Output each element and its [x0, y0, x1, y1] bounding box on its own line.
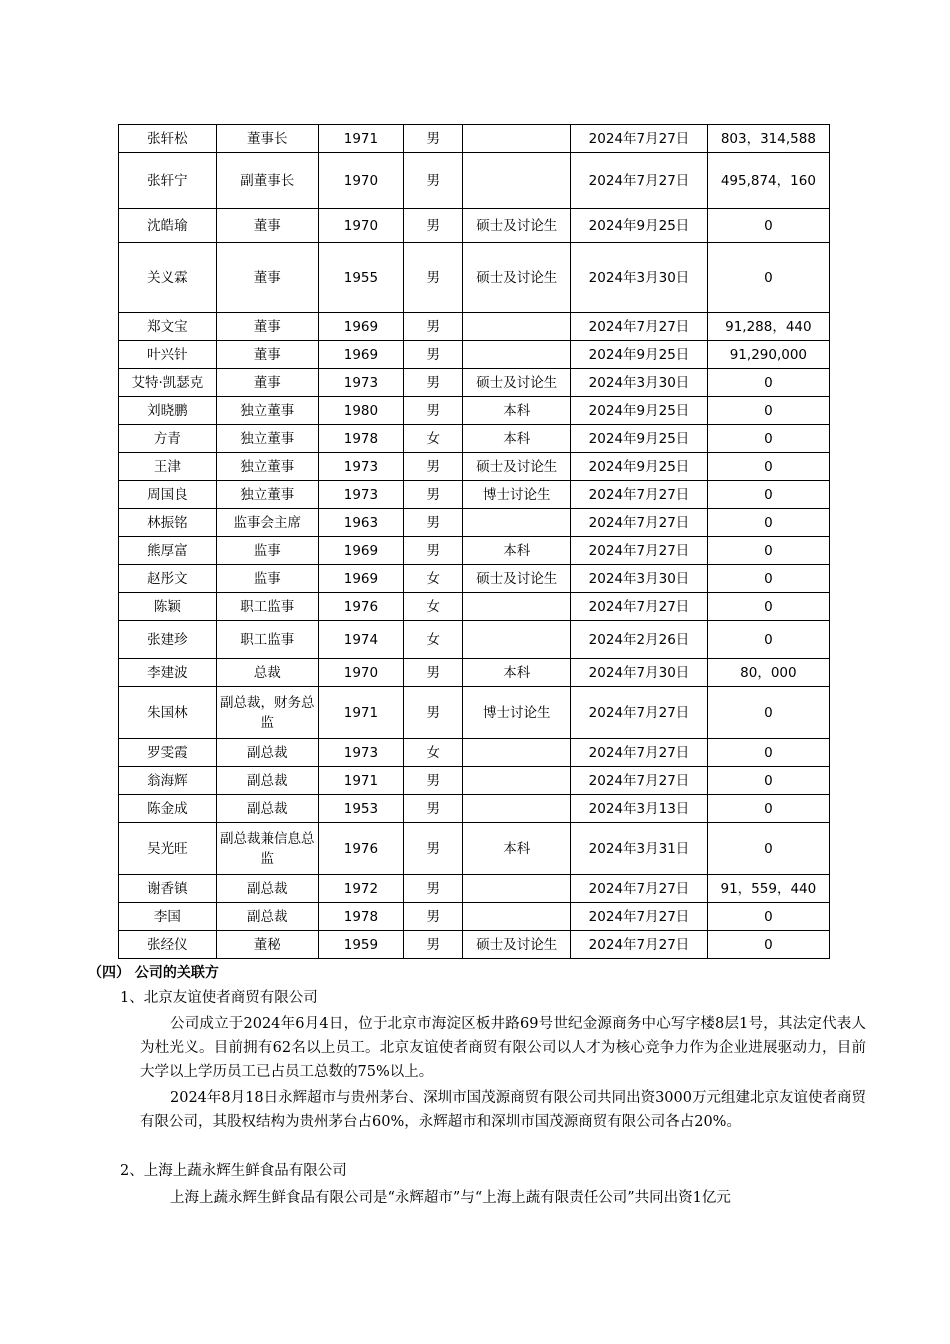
table-row [119, 739, 830, 767]
cell-date: 2024年7月27日 [571, 313, 707, 341]
cell-shares: 0 [707, 739, 829, 767]
cell-year: 1969 [318, 565, 404, 593]
cell-shares: 0 [707, 795, 829, 823]
cell-name: 方青 [119, 425, 217, 453]
cell-year: 1978 [318, 903, 404, 931]
cell-name: 张轩松 [119, 125, 217, 153]
cell-date: 2024年7月27日 [571, 153, 707, 209]
cell-year: 1963 [318, 509, 404, 537]
cell-shares: 0 [707, 369, 829, 397]
cell-edu [463, 313, 571, 341]
table-row [119, 903, 830, 931]
cell-name: 沈皓瑜 [119, 209, 217, 243]
cell-sex: 女 [404, 593, 463, 621]
table-row [119, 509, 830, 537]
cell-year: 1959 [318, 931, 404, 959]
cell-date: 2024年7月27日 [571, 593, 707, 621]
cell-name: 张轩宁 [119, 153, 217, 209]
cell-title: 独立董事 [216, 397, 318, 425]
cell-year: 1973 [318, 739, 404, 767]
cell-title: 副总裁 [216, 795, 318, 823]
cell-date: 2024年7月27日 [571, 931, 707, 959]
staff-table [118, 124, 830, 959]
table-row [119, 369, 830, 397]
cell-date: 2024年7月30日 [571, 659, 707, 687]
cell-year: 1971 [318, 687, 404, 739]
table-row [119, 875, 830, 903]
cell-sex: 男 [404, 823, 463, 875]
table-row [119, 795, 830, 823]
cell-edu: 硕士及讨论生 [463, 243, 571, 313]
cell-date: 2024年9月25日 [571, 209, 707, 243]
cell-year: 1955 [318, 243, 404, 313]
cell-name: 陈金成 [119, 795, 217, 823]
cell-shares: 0 [707, 687, 829, 739]
cell-name: 吴光旺 [119, 823, 217, 875]
cell-name: 张经仪 [119, 931, 217, 959]
staff-table-body [119, 125, 830, 959]
cell-year: 1980 [318, 397, 404, 425]
cell-edu [463, 153, 571, 209]
cell-edu [463, 621, 571, 659]
cell-date: 2024年7月27日 [571, 903, 707, 931]
cell-name: 王津 [119, 453, 217, 481]
cell-shares: 0 [707, 767, 829, 795]
cell-edu: 本科 [463, 659, 571, 687]
cell-year: 1953 [318, 795, 404, 823]
cell-title: 董秘 [216, 931, 318, 959]
cell-sex: 男 [404, 313, 463, 341]
cell-title: 独立董事 [216, 453, 318, 481]
cell-shares: 0 [707, 509, 829, 537]
table-row [119, 593, 830, 621]
cell-year: 1976 [318, 823, 404, 875]
cell-date: 2024年7月27日 [571, 481, 707, 509]
cell-shares: 0 [707, 537, 829, 565]
cell-edu [463, 509, 571, 537]
table-row [119, 341, 830, 369]
cell-sex: 女 [404, 565, 463, 593]
cell-edu: 博士讨论生 [463, 687, 571, 739]
cell-date: 2024年7月27日 [571, 739, 707, 767]
cell-name: 李国 [119, 903, 217, 931]
cell-date: 2024年7月27日 [571, 125, 707, 153]
section-heading: （四） 公司的关联方 [88, 965, 219, 981]
cell-sex: 男 [404, 209, 463, 243]
cell-title: 董事 [216, 313, 318, 341]
cell-sex: 男 [404, 153, 463, 209]
cell-year: 1970 [318, 209, 404, 243]
table-row [119, 313, 830, 341]
cell-shares: 0 [707, 425, 829, 453]
cell-year: 1970 [318, 153, 404, 209]
cell-sex: 男 [404, 875, 463, 903]
cell-date: 2024年3月30日 [571, 243, 707, 313]
cell-shares: 0 [707, 621, 829, 659]
cell-sex: 女 [404, 425, 463, 453]
cell-edu: 硕士及讨论生 [463, 931, 571, 959]
related-party-2-title: 2、上海上蔬永辉生鲜食品有限公司 [120, 1163, 347, 1179]
cell-date: 2024年7月27日 [571, 537, 707, 565]
cell-title: 职工监事 [216, 593, 318, 621]
cell-edu: 硕士及讨论生 [463, 565, 571, 593]
cell-title: 独立董事 [216, 481, 318, 509]
cell-year: 1974 [318, 621, 404, 659]
table-row [119, 209, 830, 243]
cell-date: 2024年9月25日 [571, 453, 707, 481]
cell-year: 1972 [318, 875, 404, 903]
cell-shares: 0 [707, 823, 829, 875]
cell-name: 关义霖 [119, 243, 217, 313]
cell-year: 1973 [318, 453, 404, 481]
related-party-1-paragraph-1: 公司成立于2024年6月4日，位于北京市海淀区板井路69号世纪金源商务中心写字楼8层1号，其法定代表人为杜光义。目前拥有62名以上员工。北京友谊使者商贸有限公司以人才为核心竞争力作为企业进展驱动力，目前大学以上学历员工已占员工总数的75%以上。 [140, 1016, 866, 1080]
cell-edu [463, 767, 571, 795]
table-row [119, 153, 830, 209]
cell-sex: 男 [404, 453, 463, 481]
table-row [119, 659, 830, 687]
table-row [119, 621, 830, 659]
cell-edu: 博士讨论生 [463, 481, 571, 509]
cell-title: 董事 [216, 341, 318, 369]
cell-title: 副总裁兼信息总监 [216, 823, 318, 875]
cell-title: 副总裁 [216, 767, 318, 795]
table-row [119, 243, 830, 313]
cell-edu: 硕士及讨论生 [463, 369, 571, 397]
related-party-2-paragraph-1: 上海上蔬永辉生鲜食品有限公司是“永辉超市”与“上海上蔬有限责任公司”共同出资1亿元 [170, 1190, 731, 1206]
cell-date: 2024年9月25日 [571, 397, 707, 425]
cell-title: 副总裁 [216, 903, 318, 931]
cell-shares: 0 [707, 243, 829, 313]
cell-shares: 91，559，440 [707, 875, 829, 903]
cell-shares: 495,874，160 [707, 153, 829, 209]
cell-title: 副董事长 [216, 153, 318, 209]
cell-title: 总裁 [216, 659, 318, 687]
cell-date: 2024年7月27日 [571, 687, 707, 739]
cell-name: 林振铭 [119, 509, 217, 537]
cell-sex: 男 [404, 537, 463, 565]
cell-shares: 0 [707, 209, 829, 243]
cell-sex: 男 [404, 125, 463, 153]
cell-shares: 0 [707, 453, 829, 481]
table-row [119, 397, 830, 425]
cell-title: 董事长 [216, 125, 318, 153]
cell-title: 监事会主席 [216, 509, 318, 537]
cell-date: 2024年9月25日 [571, 425, 707, 453]
cell-date: 2024年7月27日 [571, 767, 707, 795]
cell-name: 熊厚富 [119, 537, 217, 565]
cell-title: 董事 [216, 209, 318, 243]
cell-shares: 0 [707, 593, 829, 621]
cell-sex: 男 [404, 243, 463, 313]
cell-title: 董事 [216, 369, 318, 397]
cell-title: 副总裁 [216, 739, 318, 767]
cell-shares: 0 [707, 481, 829, 509]
cell-edu: 本科 [463, 823, 571, 875]
cell-date: 2024年7月27日 [571, 509, 707, 537]
cell-name: 周国良 [119, 481, 217, 509]
cell-title: 董事 [216, 243, 318, 313]
cell-year: 1971 [318, 125, 404, 153]
cell-edu: 硕士及讨论生 [463, 209, 571, 243]
cell-name: 谢香镇 [119, 875, 217, 903]
cell-edu [463, 795, 571, 823]
cell-name: 艾特·凯瑟克 [119, 369, 217, 397]
cell-edu: 本科 [463, 425, 571, 453]
cell-year: 1976 [318, 593, 404, 621]
cell-shares: 91,290,000 [707, 341, 829, 369]
cell-name: 赵彤文 [119, 565, 217, 593]
cell-sex: 男 [404, 903, 463, 931]
cell-year: 1969 [318, 537, 404, 565]
cell-sex: 男 [404, 659, 463, 687]
table-row [119, 767, 830, 795]
table-row [119, 931, 830, 959]
cell-sex: 男 [404, 481, 463, 509]
cell-name: 翁海辉 [119, 767, 217, 795]
cell-year: 1973 [318, 369, 404, 397]
cell-year: 1971 [318, 767, 404, 795]
cell-edu: 本科 [463, 537, 571, 565]
cell-edu: 本科 [463, 397, 571, 425]
cell-date: 2024年2月26日 [571, 621, 707, 659]
cell-shares: 0 [707, 931, 829, 959]
cell-shares: 0 [707, 565, 829, 593]
table-row [119, 537, 830, 565]
cell-title: 副总裁，财务总监 [216, 687, 318, 739]
cell-shares: 803，314,588 [707, 125, 829, 153]
cell-name: 李建波 [119, 659, 217, 687]
table-row [119, 481, 830, 509]
cell-year: 1970 [318, 659, 404, 687]
cell-sex: 男 [404, 509, 463, 537]
cell-shares: 91,288，440 [707, 313, 829, 341]
cell-year: 1973 [318, 481, 404, 509]
cell-title: 副总裁 [216, 875, 318, 903]
cell-name: 叶兴针 [119, 341, 217, 369]
cell-sex: 女 [404, 739, 463, 767]
cell-edu [463, 903, 571, 931]
cell-date: 2024年3月30日 [571, 565, 707, 593]
table-row [119, 565, 830, 593]
table-row [119, 425, 830, 453]
cell-sex: 男 [404, 767, 463, 795]
table-row [119, 823, 830, 875]
cell-sex: 男 [404, 369, 463, 397]
cell-edu [463, 739, 571, 767]
cell-sex: 男 [404, 931, 463, 959]
cell-edu [463, 341, 571, 369]
cell-date: 2024年9月25日 [571, 341, 707, 369]
cell-sex: 女 [404, 621, 463, 659]
cell-name: 罗雯霞 [119, 739, 217, 767]
related-party-1-title: 1、北京友谊使者商贸有限公司 [120, 990, 318, 1006]
cell-name: 张建珍 [119, 621, 217, 659]
cell-title: 职工监事 [216, 621, 318, 659]
cell-date: 2024年3月31日 [571, 823, 707, 875]
cell-edu [463, 875, 571, 903]
cell-sex: 男 [404, 397, 463, 425]
cell-year: 1969 [318, 341, 404, 369]
cell-title: 监事 [216, 565, 318, 593]
cell-date: 2024年3月30日 [571, 369, 707, 397]
cell-title: 监事 [216, 537, 318, 565]
cell-sex: 男 [404, 795, 463, 823]
table-row [119, 125, 830, 153]
cell-year: 1969 [318, 313, 404, 341]
cell-shares: 0 [707, 903, 829, 931]
table-row [119, 687, 830, 739]
cell-edu: 硕士及讨论生 [463, 453, 571, 481]
cell-date: 2024年3月13日 [571, 795, 707, 823]
cell-sex: 男 [404, 687, 463, 739]
cell-sex: 男 [404, 341, 463, 369]
cell-name: 陈颖 [119, 593, 217, 621]
cell-edu [463, 593, 571, 621]
cell-name: 刘晓鹏 [119, 397, 217, 425]
cell-date: 2024年7月27日 [571, 875, 707, 903]
cell-shares: 80，000 [707, 659, 829, 687]
cell-name: 郑文宝 [119, 313, 217, 341]
related-party-1-paragraph-2: 2024年8月18日永辉超市与贵州茅台、深圳市国茂源商贸有限公司共同出资3000万元组建北京友谊使者商贸有限公司，其股权结构为贵州茅台占60%，永辉超市和深圳市国茂源商贸有限公司各占20%。 [140, 1090, 866, 1130]
cell-shares: 0 [707, 397, 829, 425]
cell-edu [463, 125, 571, 153]
cell-year: 1978 [318, 425, 404, 453]
table-row [119, 453, 830, 481]
cell-name: 朱国林 [119, 687, 217, 739]
cell-title: 独立董事 [216, 425, 318, 453]
